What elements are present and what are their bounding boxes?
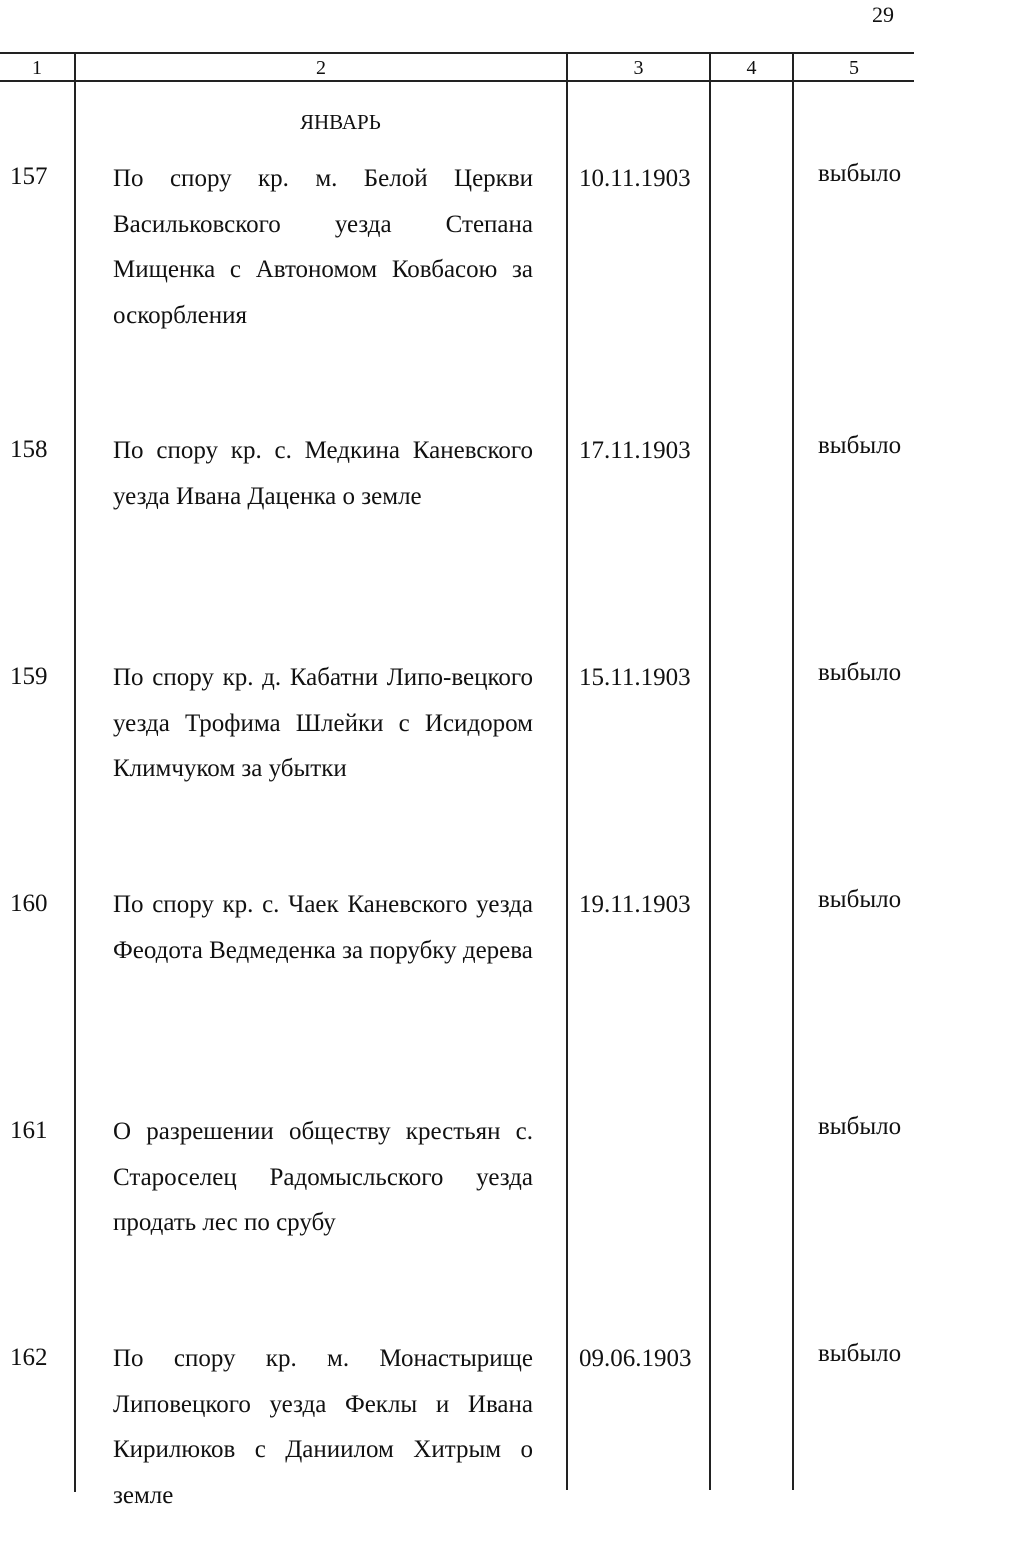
column-header-3: 3 bbox=[633, 57, 644, 79]
row-number: 162 bbox=[10, 1344, 48, 1371]
row-status: выбыло bbox=[818, 886, 902, 913]
row-description: По спору кр. с. Медкина Каневского уезда Ивана Даценка о земле bbox=[113, 437, 533, 510]
row-description: О разрешении обществу крестьян с. Староселец Радомысльского уезда продать лес по срубу bbox=[113, 1118, 533, 1236]
column-header-4: 4 bbox=[746, 57, 757, 79]
row-date: 19.11.1903 bbox=[579, 891, 691, 918]
column-divider-3 bbox=[709, 52, 711, 1490]
column-header-2: 2 bbox=[316, 57, 326, 79]
row-date: 10.11.1903 bbox=[579, 165, 691, 192]
table-top-rule bbox=[0, 52, 914, 54]
section-heading-month: ЯНВАРЬ bbox=[300, 110, 381, 134]
table-header-rule bbox=[0, 80, 914, 82]
row-description: По спору кр. м. Белой Церкви Васильковского уезда Степана Мищенка с Автономом Ковбасою за оскорбления bbox=[113, 165, 533, 329]
row-number: 161 bbox=[10, 1117, 48, 1144]
row-status: выбыло bbox=[818, 659, 902, 686]
row-number: 158 bbox=[10, 436, 48, 463]
row-number: 160 bbox=[10, 890, 48, 917]
row-description: По спору кр. м. Монастырище Липовецкого уезда Феклы и Ивана Кирилюков с Даниилом Хитрым о земле bbox=[113, 1345, 533, 1509]
row-status: выбыло bbox=[818, 1113, 902, 1140]
row-status: выбыло bbox=[818, 432, 902, 459]
row-description: По спору кр. с. Чаек Каневского уезда Феодота Ведмеденка за порубку дерева bbox=[113, 891, 533, 964]
row-date: 17.11.1903 bbox=[579, 437, 691, 464]
column-header-5: 5 bbox=[849, 57, 859, 79]
row-status: выбыло bbox=[818, 1340, 902, 1367]
row-description: По спору кр. д. Кабатни Липо-вецкого уезда Трофима Шлейки с Исидором Климчуком за убытки bbox=[113, 664, 533, 782]
row-date: 15.11.1903 bbox=[579, 664, 691, 691]
column-divider-1 bbox=[74, 52, 76, 1492]
row-number: 157 bbox=[10, 163, 48, 190]
column-header-1: 1 bbox=[32, 57, 42, 79]
row-number: 159 bbox=[10, 663, 48, 690]
row-date: 09.06.1903 bbox=[579, 1345, 692, 1372]
page-number: 29 bbox=[872, 2, 894, 27]
column-divider-4 bbox=[792, 52, 794, 1490]
row-status: выбыло bbox=[818, 160, 902, 187]
column-divider-2 bbox=[566, 52, 568, 1490]
